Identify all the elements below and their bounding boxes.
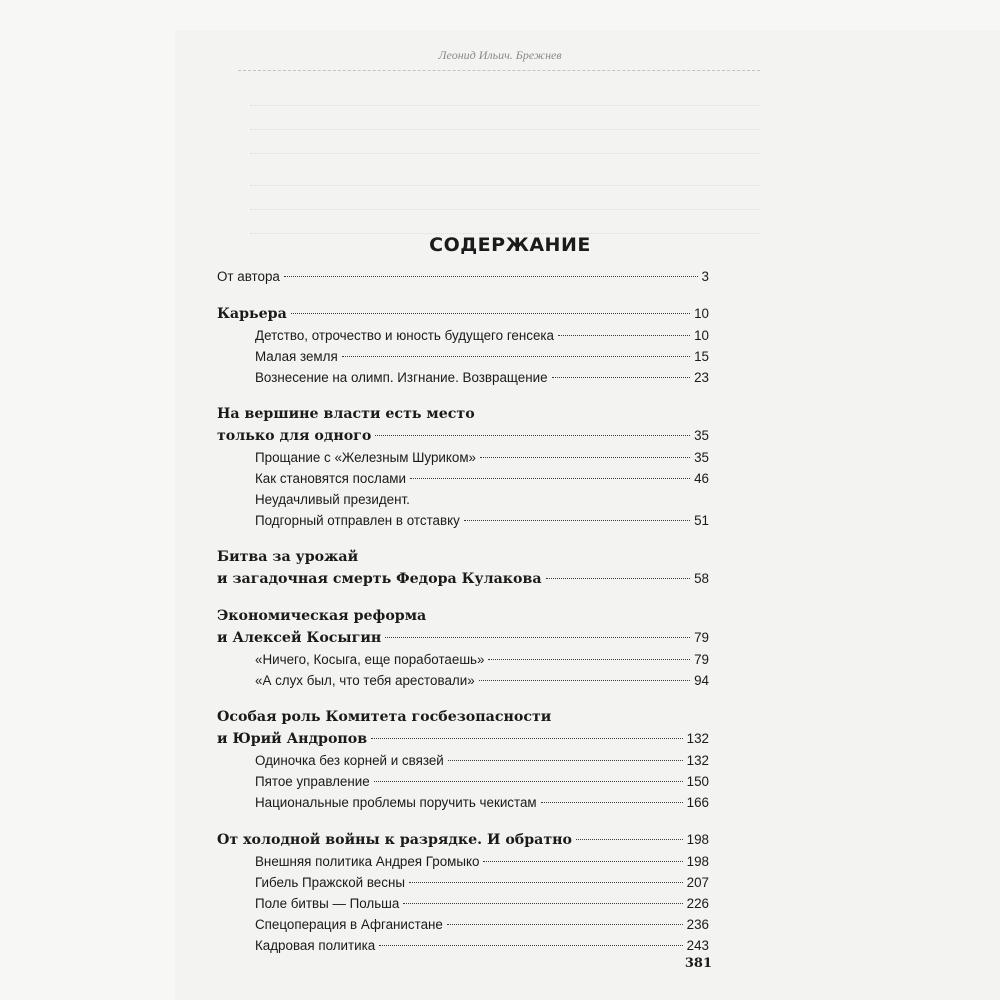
section-heading: На вершине власти есть место — [217, 406, 475, 422]
toc-entry — [217, 510, 709, 531]
page-ref: 46 — [694, 471, 709, 486]
dot-leader — [488, 659, 690, 660]
toc-entry-label: Неудачливый президент. — [255, 492, 410, 507]
section-heading: Карьера — [217, 306, 287, 322]
dot-leader — [403, 903, 682, 904]
page-ref: 23 — [694, 370, 709, 385]
section-heading-row — [217, 829, 709, 851]
toc-entry-label: Вознесение на олимп. Изгнание. Возвращение — [255, 370, 548, 385]
running-head: Леонид Ильич. Брежнев — [438, 48, 562, 62]
section-heading: только для одного — [217, 428, 372, 444]
dot-leader — [448, 760, 683, 761]
toc-entry — [217, 670, 709, 691]
show-through-line — [250, 116, 760, 130]
section-heading: Экономическая реформа — [217, 608, 427, 624]
page-number: 381 — [684, 956, 712, 971]
section-heading: и Юрий Андропов — [217, 731, 368, 747]
section-heading: Особая роль Комитета госбезопасности — [217, 709, 552, 725]
section-heading: Битва за урожай — [217, 549, 359, 565]
running-head-rule — [238, 70, 760, 71]
dot-leader — [483, 861, 682, 862]
page-ref: 243 — [686, 938, 709, 953]
toc-section — [217, 547, 709, 590]
section-heading-row — [217, 303, 709, 325]
toc-entry-label: Внешняя политика Андрея Громыко — [255, 854, 480, 869]
toc-entry-label: Подгорный отправлен в отставку — [255, 513, 460, 528]
toc-entry-label: От автора — [217, 269, 280, 284]
dot-leader — [409, 882, 683, 883]
page-ref: 3 — [701, 269, 709, 284]
dot-leader — [375, 435, 690, 436]
page-ref: 79 — [694, 630, 709, 645]
dot-leader — [558, 335, 690, 336]
toc-entry — [217, 851, 709, 872]
toc-entry — [217, 792, 709, 813]
toc-entry — [217, 893, 709, 914]
table-of-contents — [217, 266, 709, 956]
section-heading: и загадочная смерть Федора Кулакова — [217, 571, 542, 587]
page-ref: 207 — [686, 875, 709, 890]
page-ref: 58 — [694, 571, 709, 586]
page-ref: 35 — [694, 428, 709, 443]
page-ref: 10 — [694, 306, 709, 321]
page-ref: 51 — [694, 513, 709, 528]
toc-section — [217, 266, 709, 287]
page-ref: 150 — [686, 774, 709, 789]
toc-entry — [217, 914, 709, 935]
section-heading: От холодной войны к разрядке. И обратно — [217, 832, 573, 848]
toc-entry — [217, 935, 709, 956]
dot-leader — [385, 637, 690, 638]
dot-leader — [541, 802, 683, 803]
toc-entry — [217, 649, 709, 670]
toc-entry-label: «А слух был, что тебя арестовали» — [255, 673, 475, 688]
toc-entry-label: Как становятся послами — [255, 471, 406, 486]
toc-entry — [217, 468, 709, 489]
page-ref: 166 — [686, 795, 709, 810]
dot-leader — [342, 356, 690, 357]
toc-entry — [217, 325, 709, 346]
toc-entry — [217, 266, 709, 287]
dot-leader — [576, 839, 683, 840]
page-ref: 94 — [694, 673, 709, 688]
dot-leader — [479, 680, 690, 681]
toc-entry-label: Детство, отрочество и юность будущего генсека — [255, 328, 554, 343]
section-heading: и Алексей Косыгин — [217, 630, 382, 646]
page-ref: 198 — [686, 832, 709, 847]
dot-leader — [371, 738, 683, 739]
toc-entry — [217, 367, 709, 388]
show-through-line — [250, 172, 760, 186]
section-heading-row — [217, 568, 709, 590]
toc-entry-label: Спецоперация в Афганистане — [255, 917, 443, 932]
toc-entry-label: Кадровая политика — [255, 938, 376, 953]
page-ref: 226 — [686, 896, 709, 911]
toc-entry-label: «Ничего, Косыга, еще поработаешь» — [255, 652, 485, 667]
toc-title: СОДЕРЖАНИЕ — [429, 234, 591, 256]
dot-leader — [410, 478, 690, 479]
dot-leader — [480, 457, 690, 458]
toc-section — [217, 404, 709, 531]
page-ref: 236 — [686, 917, 709, 932]
toc-entry-label: Гибель Пражской весны — [255, 875, 405, 890]
toc-entry-label: Поле битвы — Польша — [255, 896, 400, 911]
dot-leader — [464, 520, 690, 521]
toc-entry — [217, 447, 709, 468]
section-heading-row — [217, 728, 709, 750]
page-ref: 79 — [694, 652, 709, 667]
section-heading-row — [217, 627, 709, 649]
dot-leader — [552, 377, 691, 378]
toc-entry — [217, 750, 709, 771]
show-through-line — [250, 220, 760, 234]
dot-leader — [291, 313, 690, 314]
toc-entry-label: Одиночка без корней и связей — [255, 753, 444, 768]
toc-entry-label: Прощание с «Железным Шуриком» — [255, 450, 476, 465]
toc-section — [217, 303, 709, 388]
toc-entry — [217, 346, 709, 367]
dot-leader — [379, 945, 682, 946]
dot-leader — [284, 276, 698, 277]
toc-section — [217, 829, 709, 956]
show-through-line — [250, 92, 760, 106]
page-ref: 15 — [694, 349, 709, 364]
toc-entry — [217, 872, 709, 893]
dot-leader — [374, 781, 683, 782]
show-through-line — [250, 196, 760, 210]
section-heading-row — [217, 425, 709, 447]
toc-entry-label: Малая земля — [255, 349, 338, 364]
toc-section — [217, 606, 709, 691]
page-ref: 198 — [686, 854, 709, 869]
toc-entry-label: Национальные проблемы поручить чекистам — [255, 795, 537, 810]
page-ref: 132 — [686, 731, 709, 746]
toc-section — [217, 707, 709, 813]
toc-entry-label: Пятое управление — [255, 774, 370, 789]
page-ref: 132 — [686, 753, 709, 768]
dot-leader — [546, 578, 691, 579]
page-ref: 35 — [694, 450, 709, 465]
toc-entry — [217, 771, 709, 792]
page-ref: 10 — [694, 328, 709, 343]
show-through-line — [250, 140, 760, 154]
dot-leader — [447, 924, 683, 925]
